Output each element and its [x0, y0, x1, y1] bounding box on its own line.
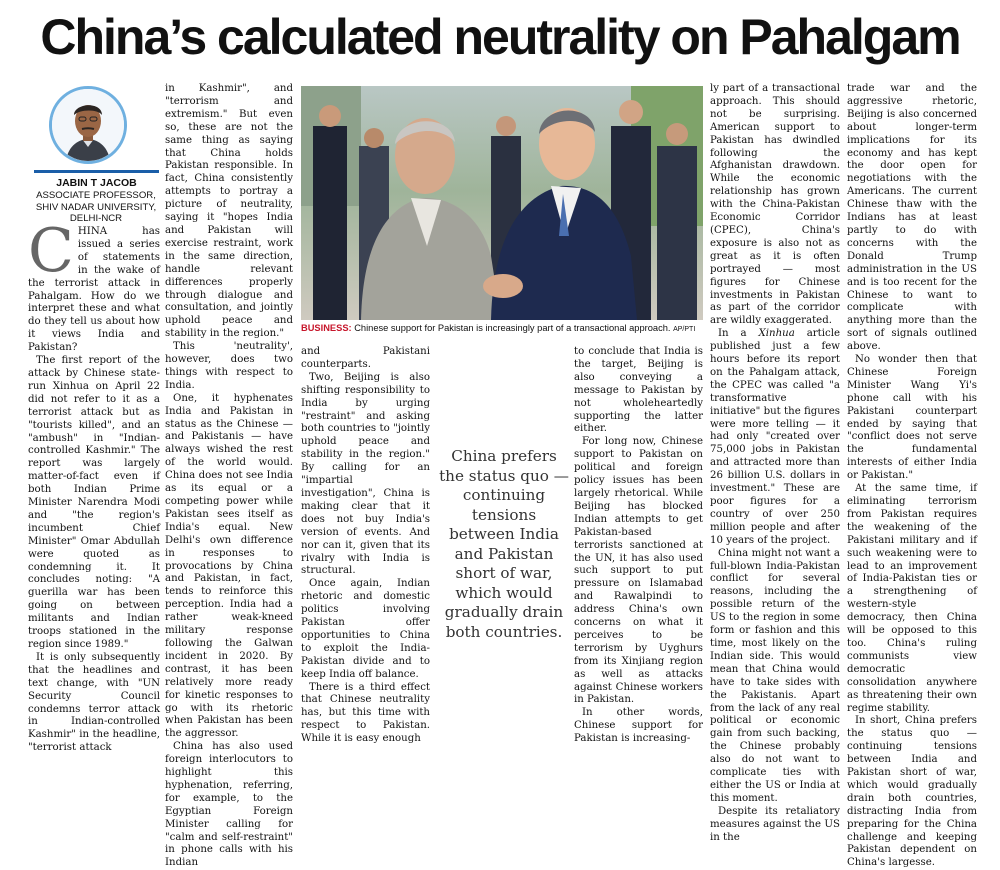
caption-label: BUSINESS:: [301, 323, 352, 333]
paragraph: In other words, Chinese support for Pakistan is increasing-: [574, 707, 703, 745]
paragraph: In a Xinhua article published just a few hours before its report on the Pahalgam attack, the CPEC was called "a transformative initiative" but the figures were more telling — it had only "created over 75,000 jobs in Pakistan and attracted more than 26 billion U.S. dollars in investment." These are poor figures for a country of over 250 million people and after 10 years of the project.: [710, 328, 841, 546]
column-5: [710, 83, 840, 844]
drop-cap: C: [28, 216, 74, 286]
column-6: [847, 83, 977, 870]
paragraph: At the same time, if eliminating terrorism from Pakistan requires the weakening of the Pakistani military and if such weakening were to lead to an improvement of India-Pakistan ties or a strengthening of western-style democracy, then China will be opposed to this too. China's ruling communists view democratic consolidation anywhere as threatening their own regime stability.: [847, 483, 977, 714]
paragraph: China has also used foreign interlocutors to highlight this hyphenation, referring, for example, to the Egyptian Foreign Minister calling for "calm and self-restraint" in phone calls with his Indian: [165, 741, 293, 869]
paragraph: In short, China prefers the status quo — continuing tensions between India and Pakistan short of war, which would gradually drain both countries, distracting India from preparing for the China challenge and keeping Pakistan dependent on China's largesse.: [847, 715, 977, 869]
author-photo: [49, 86, 127, 164]
paragraph: and Pakistani counterparts.: [301, 346, 430, 370]
paragraph: For long now, Chinese support to Pakistan on political and foreign policy issues has been largely rhetorical. While Beijing has blocked Indian attempts to get Pakistan-based terrorists sanctioned at the UN, it has also used such support to put pressure on Islamabad and Rawalpindi to address China's own concerns on what it perceives to be terrorism by Uyghurs from its Xinjiang region as well as attacks against Chinese workers in Pakistan.: [574, 436, 703, 706]
column-2: [165, 83, 293, 870]
paragraph: Once again, Indian rhetoric and domestic politics involving Pakistan offer opportunities to China to exploit the India-Pakistan divide and to keep India off balance.: [301, 578, 430, 680]
paragraph: Despite its retaliatory measures against the US in the: [710, 805, 840, 843]
paragraph: HINA has issued a series of statements in the wake of the terrorist attack in Pahalgam. How do we interpret these and what do they tell us about how it views India and Pakistan?: [28, 226, 160, 354]
photo-caption: [301, 322, 703, 336]
caption-text: Chinese support for Pakistan is increasingly part of a transactional approach.: [354, 323, 671, 333]
paragraph: trade war and the aggressive rhetoric, Beijing is also concerned about longer-term implications for its economy and has kept the door open for negotiations with the Americans. The current Chinese thaw with the Indians has at least partly to do with concerns with the Donald Trump administration in the US and is too recent for the Chinese to want to complicate with anything more than the sort of signals outlined above.: [847, 83, 977, 353]
headline: China’s calculated neutrality on Pahalgam: [40, 9, 960, 65]
paragraph: One, it hyphenates India and Pakistan in status as the Chinese — and Pakistanis — have always wished the rest of the world would. China does not see India as its equal or a competing power while Pakistan sees itself as India's equal. New Delhi's own difference in responses to provocations by China and Pakistan, in fact, tends to reinforce this perception. India had a rather weak-kneed military response following the Galwan incident in 2020. By contrast, it has been relatively more ready for kinetic responses to go with its rhetoric when Pakistan has been the aggressor.: [165, 392, 293, 740]
paragraph: ly part of a transactional approach. This should not be surprising. American support to Pakistan has dwindled following the Afghanistan drawdown. While the economic relationship has grown with the China-Pakistan Economic Corridor (CPEC), China's exposure is also not as great as it is often portrayed — most figures for Chinese investments in Pakistan as part of the corridor are wildly exaggerated.: [710, 83, 840, 327]
paragraph: No wonder then that Chinese Foreign Minister Wang Yi's phone call with his Pakistani counterpart ended by saying that "conflict does not serve the fundamental interests of either India or Pakistan.": [847, 354, 977, 482]
column-3: [301, 346, 430, 746]
column-4: [574, 346, 703, 746]
paragraph: China might not want a full-blown India-Pakistan conflict for several reasons, including the possible return of the US to the region in some form or fashion and this time, most likely on the Indian side. This would mean that China would have to take sides with the Pakistanis. Apart from the lack of any real political or economic gain from such backing, the Chinese probably also do not want to complicate ties with either the US or India at this moment.: [710, 547, 840, 804]
paragraph: Two, Beijing is also shifting responsibility to India by urging "restraint" and asking both countries to "jointly uphold peace and stability in the region." By calling for an "impartial investigation", China is making clear that it does not buy India's version of events. And nor can it, given that its rivalry with India is structural.: [301, 371, 430, 577]
paragraph: There is a third effect that Chinese neutrality has, but this time with respect to Pakistan. While it is easy enough: [301, 681, 430, 745]
article-photo: [301, 86, 703, 320]
author-title: ASSOCIATE PROFESSOR, SHIV NADAR UNIVERSITY, DELHI-NCR: [35, 190, 157, 224]
paragraph: in Kashmir", and "terrorism and extremism." But even so, these are not the same thing as saying that China holds Pakistan responsible. In fact, China consistently attempts to portray a picture of neutrality, saying it "hopes India and Pakistan will exercise restraint, work in the same direction, handle relevant differences properly through dialogue and consultation, and jointly uphold peace and stability in the region.": [165, 83, 293, 340]
paragraph: This 'neutrality', however, does two things with respect to India.: [165, 341, 293, 391]
publication-name: Xinhua: [758, 328, 795, 340]
paragraph: to conclude that India is the target, Beijing is also conveying a message to Pakistan by not wholeheartedly supporting the latter either.: [574, 346, 703, 435]
caption-credit: AP/PTI: [673, 326, 696, 333]
byline-rule: [34, 170, 159, 173]
paragraph: It is only subsequently that the headlines and text change, with "UN Security Council condemns terror attack in Indian-controlled Kashmir" in the headline, "terrorist attack: [28, 651, 160, 754]
column-1: [28, 216, 160, 755]
pull-quote: China prefers the status quo — continuing tensions between India and Pakistan short of war, which would gradually drain both countries.: [439, 447, 569, 641]
author-name: JABIN T JACOB: [56, 177, 137, 189]
paragraph: The first report of the attack by Chinese state-run Xinhua on April 22 did not refer to it as a terrorist attack but as "tourists killed", and an "ambush" in "Indian-controlled Kashmir." The report was largely matter-of-fact even if both Indian Prime Minister Narendra Modi and "the region's incumbent Chief Minister" Omar Abdullah were quoted as condemning it. It concludes noting: "A guerilla war has been going on between militants and Indian troops stationed in the region since 1989.": [28, 355, 160, 650]
